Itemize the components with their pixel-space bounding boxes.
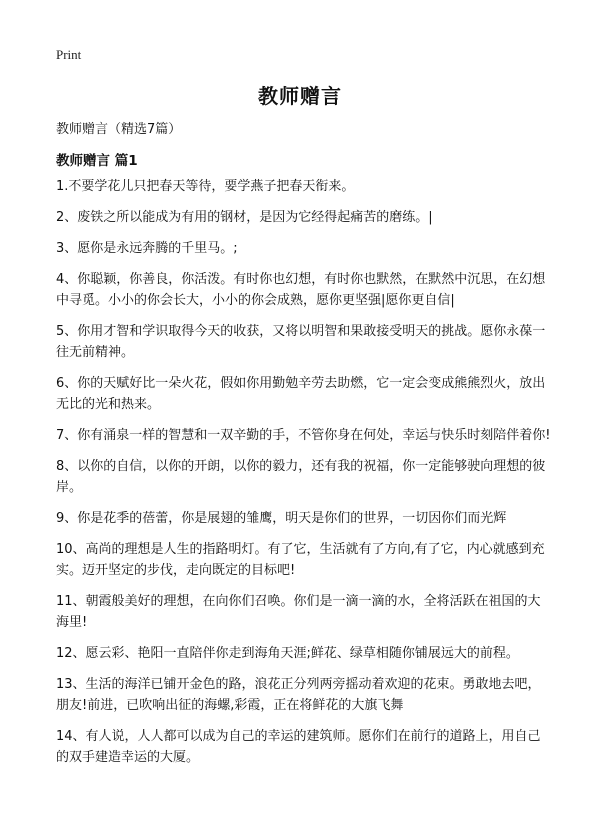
quote-item: 12、愿云彩、艳阳一直陪伴你走到海角天涯;鲜花、绿草相随你铺展远大的前程。 xyxy=(56,646,519,661)
print-label: Print xyxy=(56,47,82,62)
quote-list xyxy=(56,176,551,778)
quote-item: 7、你有涌泉一样的智慧和一双辛勤的手，不管你身在何处，幸运与快乐时刻陪伴着你! xyxy=(56,428,551,443)
document-title: 教师赠言 xyxy=(258,84,342,108)
section-heading: 教师赠言 篇1 xyxy=(56,153,138,169)
quote-item: 10、高尚的理想是人生的指路明灯。有了它，生活就有了方向,有了它，内心就感到充实。迈开坚定的步伐，走向既定的目标吧! xyxy=(56,542,545,578)
quote-item: 2、废铁之所以能成为有用的钢材，是因为它经得起痛苦的磨练。| xyxy=(56,210,433,225)
quote-item: 3、愿你是永远奔腾的千里马。; xyxy=(56,241,238,256)
quote-item: 14、有人说，人人都可以成为自己的幸运的建筑师。愿你们在前行的道路上，用自己的双手建造幸运的大厦。 xyxy=(56,729,541,765)
document-subtitle: 教师赠言（精选7篇） xyxy=(56,122,182,137)
quote-item: 1.不要学花儿只把春天等待，要学燕子把春天衔来。 xyxy=(56,179,355,194)
quote-item: 4、你聪颖，你善良，你活泼。有时你也幻想，有时你也默然，在默然中沉思，在幻想中寻觅。小小的你会长大，小小的你会成熟，愿你更坚强|愿你更自信| xyxy=(56,272,546,308)
quote-item: 13、生活的海洋已铺开金色的路，浪花正分列两旁摇动着欢迎的花束。勇敢地去吧，朋友!前进，已吹响出征的海螺,彩霞，正在将鲜花的大旗飞舞 xyxy=(56,677,541,713)
quote-item: 8、以你的自信，以你的开朗，以你的毅力，还有我的祝福，你一定能够驶向理想的彼岸。 xyxy=(56,459,546,495)
quote-item: 9、你是花季的蓓蕾，你是展翅的雏鹰，明天是你们的世界，一切因你们而光辉 xyxy=(56,511,507,526)
quote-item: 5、你用才智和学识取得今天的收获，又将以明智和果敢接受明天的挑战。愿你永葆一往无前精神。 xyxy=(56,324,546,360)
quote-item: 6、你的天赋好比一朵火花，假如你用勤勉辛劳去助燃，它一定会变成熊熊烈火，放出无比的光和热来。 xyxy=(56,376,546,412)
quote-item: 11、朝霞般美好的理想，在向你们召唤。你们是一滴一滴的水，全将活跃在祖国的大海里! xyxy=(56,594,541,630)
